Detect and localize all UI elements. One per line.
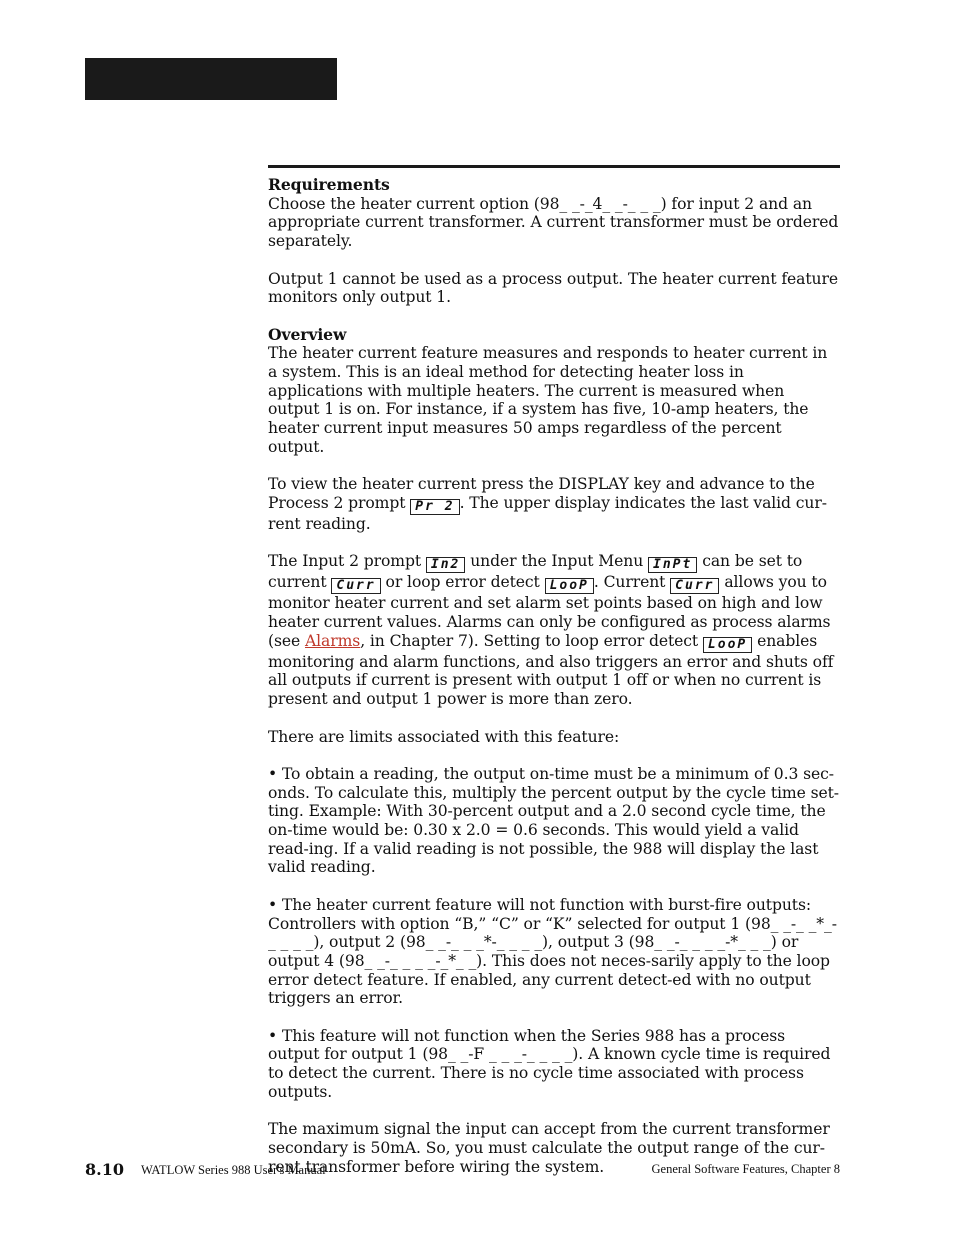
text-segment: . The upper display indicates the last valid cur-rent reading.: [268, 493, 827, 533]
overview-para-3: [268, 552, 840, 709]
page-content: [268, 176, 840, 1176]
text-segment: . Current: [593, 573, 671, 592]
lcd-curr-prompt: Curr: [670, 578, 719, 594]
limit-bullet-1: • To obtain a reading, the output on-time must be a minimum of 0.3 sec-onds. To calculate this, multiply the percent output by the cycle time set-ting. Example: With 30-percent output and a 2.0 second cycle time, the on-time would be: 0.30 x 2.0 = 0.6 seconds. This would yield a valid read-ing. If a valid reading is not possible, the 988 will display the last valid reading.: [268, 764, 839, 877]
manual-title: WATLOW Series 988 User's Manual: [141, 1163, 326, 1177]
limit-bullet-2: • The heater current feature will not function with burst-fire outputs: Controllers with option “B,” “C” or “K” selected for output 1 (98_ _-_ _*_-_ _ _ _), output 2 (98_ _-_ _ _*-_ _ _ _), output 3 (98_ _-_ _ _ _-*_ _ _) or output 4 (98_ _-_ _ _ _-_*_ _). This does not neces-sarily apply to the loop error detect feature. If enabled, any current detect-ed with no output triggers an error.: [268, 895, 837, 1008]
text-segment: under the Input Menu: [465, 552, 649, 571]
limit-bullet-3: • This feature will not function when the Series 988 has a process output for output 1 (98_ _-F _ _ _-_ _ _ _). A known cycle time is required to detect the current. There is no cycle time associated with process outputs.: [268, 1026, 831, 1101]
text-segment: allows you to monitor heater current and set alarm set points based on high and low heater current values. Alarms can only be configured as process alarms (see: [268, 573, 831, 650]
text-segment: can be set to current: [268, 552, 803, 592]
text-segment: To view the heater current press the DISPLAY key and advance to the Process 2 prompt: [268, 475, 815, 512]
lcd-inpt-prompt: InPt: [648, 557, 697, 573]
requirements-para-1: Choose the heater current option (98_ _-_4_ _-_ _ _) for input 2 and an appropriate current transformer. A current transformer must be ordered separately.: [268, 194, 839, 251]
chapter-title: General Software Features, Chapter 8: [651, 1162, 840, 1176]
text-segment: The Input 2 prompt: [268, 552, 426, 571]
overview-para-1: The heater current feature measures and responds to heater current in a system. This is an ideal method for detecting heater loss in applications with multiple heaters. The current is measured when output 1 is on. For instance, if a system has five, 10-amp heaters, the heater current input measures 50 amps regardless of the percent output.: [268, 344, 828, 456]
overview-para-2: [268, 475, 840, 533]
section-rule: [268, 165, 840, 168]
lcd-in2-prompt: In2: [426, 557, 465, 573]
chapter-header-bar: [85, 58, 337, 100]
requirements-para-2: Output 1 cannot be used as a process output. The heater current feature monitors only output 1.: [268, 269, 838, 307]
lcd-loop-prompt: LooP: [703, 637, 752, 653]
overview-para-4: There are limits associated with this feature:: [268, 727, 620, 746]
page-number: 8.10: [85, 1160, 124, 1179]
lcd-loop-prompt: LooP: [545, 578, 594, 594]
requirements-heading: Requirements: [268, 175, 390, 194]
text-segment: , in Chapter 7). Setting to loop error detect: [360, 631, 703, 650]
overview-heading: Overview: [268, 324, 347, 344]
lcd-pr2-prompt: Pr 2: [410, 499, 459, 515]
alarms-link[interactable]: Alarms: [305, 631, 361, 650]
text-segment: enables monitoring and alarm functions, and also triggers an error and shuts off all outputs if current is present with output 1 off or when no current is present and output 1 power is more than zero.: [268, 631, 834, 709]
text-segment: or loop error detect: [380, 573, 545, 592]
overview-para-5: The maximum signal the input can accept from the current transformer secondary is 50mA. So, you must calculate the output range of the cur-rent transformer before wiring the system.: [268, 1120, 830, 1176]
lcd-curr-prompt: Curr: [331, 578, 380, 594]
